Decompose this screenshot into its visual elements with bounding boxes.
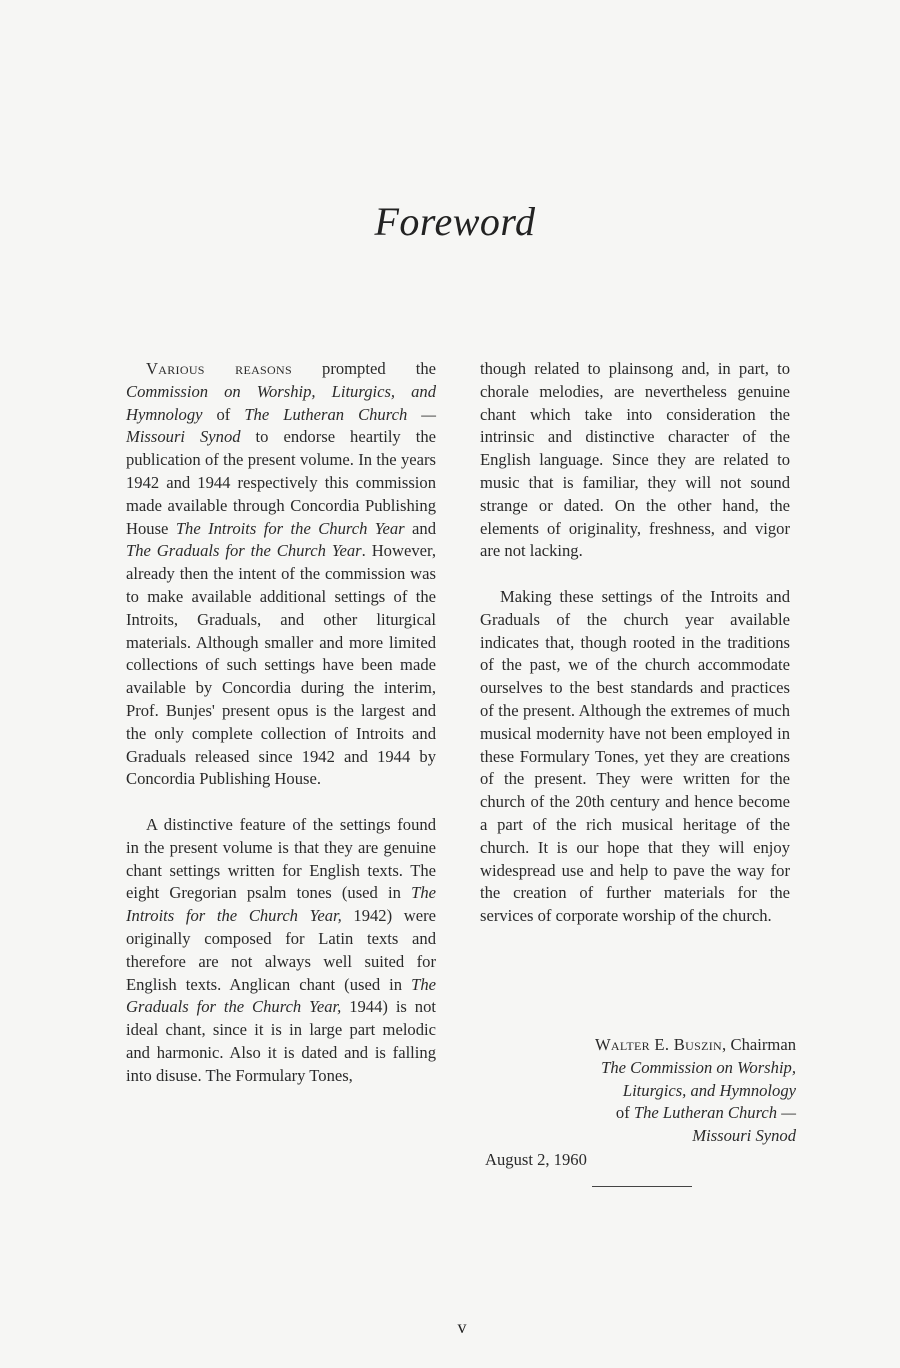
right-column [480, 358, 790, 928]
italic-run: The Graduals for the Church Year [126, 541, 362, 561]
paragraph-distinctive-feature [126, 814, 436, 1088]
signatory-role: Chairman [726, 1035, 796, 1054]
paragraph-making-settings: Making these settings of the Introits and Graduals of the church year available indicates that, though rooted in the traditions of the past, we of the church accommodate ourselves to the best standards and practices of the present. Although the extremes of much musical modernity have not been employed in these Formulary Tones, yet they are creations of the present. They were written for the church of the 20th century and hence become a part of the rich musical heritage of the church. It is our hope that they will enjoy widespread use and help to pave the way for the creation of further materials for the services of corporate worship of the church. [480, 586, 790, 926]
lead-small-caps: Various reasons [146, 359, 292, 378]
italic-run: The Introits for the Church Year, [126, 883, 436, 926]
italic-run: The Lutheran Church — [633, 1103, 796, 1123]
signature-block [480, 1034, 796, 1148]
signature-name-line [480, 1034, 796, 1057]
italic-run: The Introits for the Church Year [175, 518, 405, 538]
italic-run: The Lutheran Church — Missouri Synod [126, 404, 436, 447]
italic-run: The Graduals for the Church Year, [126, 974, 436, 1017]
page-number: v [457, 1317, 467, 1337]
date-line: August 2, 1960 [485, 1150, 587, 1169]
signature-line-2 [480, 1057, 796, 1080]
italic-run: Commission on Worship, Liturgics, and Hymnology [126, 381, 436, 424]
text-run: of [202, 404, 245, 424]
text-run: . However, already then the intent of the commission was to make available additional settings of the Introits, Graduals, and other liturgical materials. Although smaller and more limited collections of such settings have been made available by Concordia during the interim, Prof. Bunjes' present opus is the largest and the only complete collection of Introits and Graduals released since 1942 and 1944 by Concordia Publishing House. [126, 541, 436, 789]
signature-line-4 [480, 1102, 796, 1125]
italic-run: Missouri Synod [692, 1126, 796, 1146]
italic-run: Liturgics, and Hymnology [622, 1080, 796, 1100]
page-title: Foreword [374, 199, 536, 244]
left-column [126, 358, 436, 1088]
signatory-name: Walter E. Buszin, [594, 1035, 727, 1054]
text-run: prompted the [291, 359, 436, 378]
text-run: 1944) is not ideal chant, since it is in large part melodic and harmonic. Also it is dated and is falling into disuse. The Formulary Tones, [126, 997, 436, 1085]
closing-rule [592, 1186, 692, 1187]
text-run: and [404, 518, 436, 538]
paragraph-various-reasons [126, 358, 436, 791]
paragraph-continuation: though related to plainsong and, in part, to chorale melodies, are nevertheless genuine chant which take into consideration the intrinsic and distinctive character of the English language. Since they are related to music that is familiar, they will not sound strange or dated. On the other hand, the elements of originality, freshness, and vigor are not lacking. [480, 359, 790, 561]
italic-run: The Commission on Worship, [601, 1057, 796, 1077]
text-run: A distinctive feature of the settings found in the present volume is that they are genuine chant settings written for English texts. The eight Gregorian psalm tones (used in [126, 814, 436, 903]
text-run: to endorse heartily the publication of the present volume. In the years 1942 and 1944 respectively this commission made available through Concordia Publishing House [126, 427, 436, 538]
signature-line-5 [480, 1125, 796, 1148]
signature-line-3 [480, 1080, 796, 1103]
text-run: of [615, 1103, 634, 1123]
text-run: 1942) were originally composed for Latin texts and therefore are not always well suited for English texts. Anglican chant (used in [126, 906, 437, 994]
